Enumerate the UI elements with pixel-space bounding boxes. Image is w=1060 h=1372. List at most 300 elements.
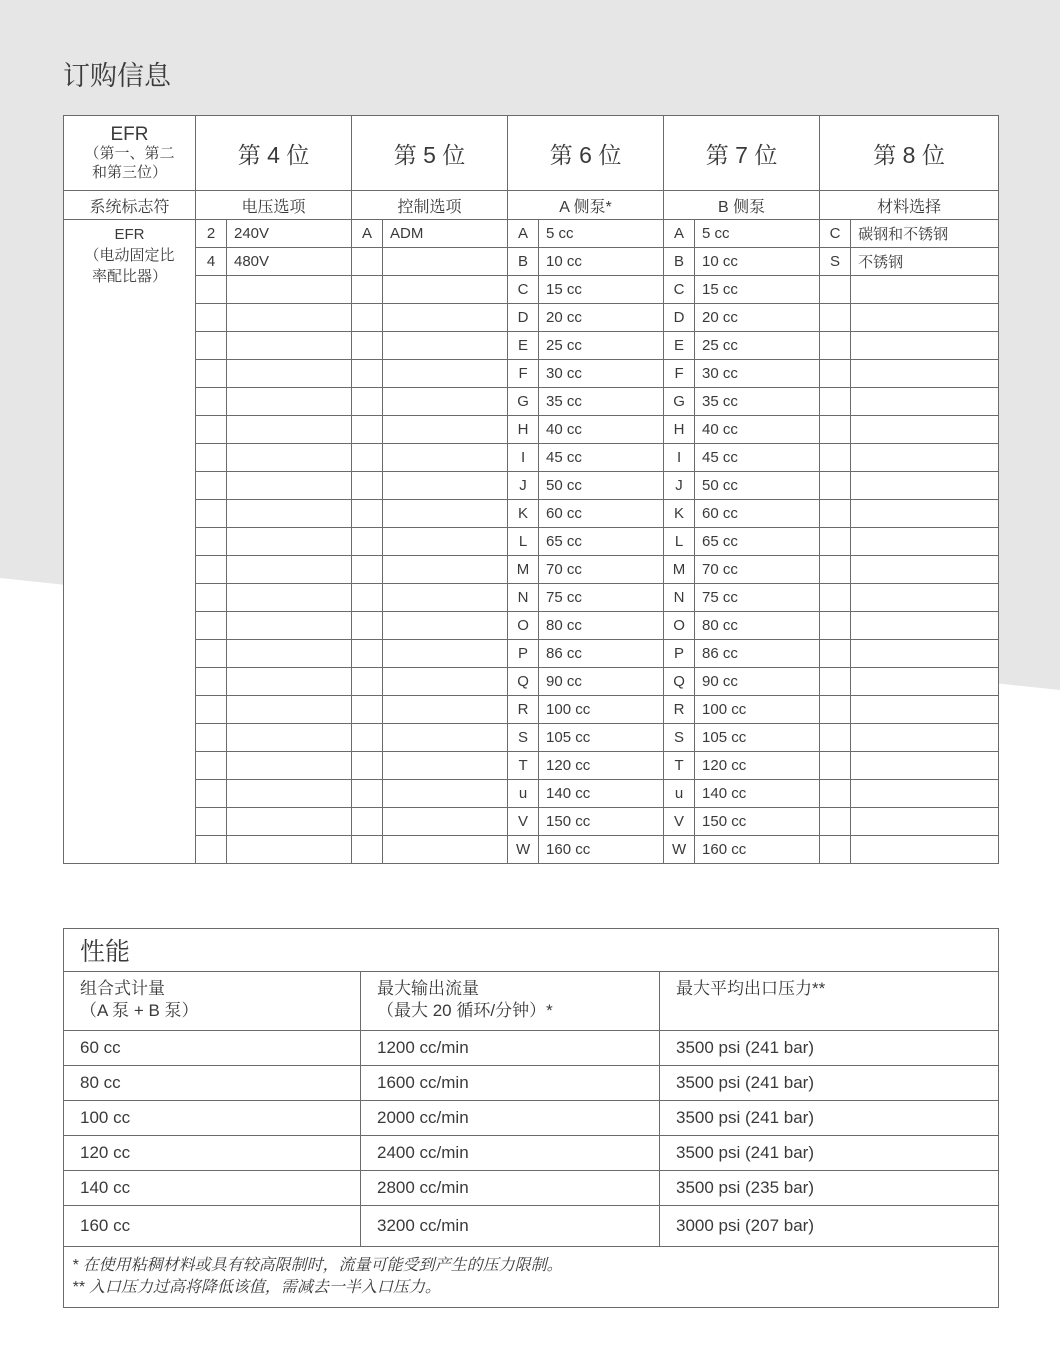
footnotes bbox=[64, 1247, 999, 1308]
position-5-header: 第 5 位 bbox=[352, 116, 508, 191]
pump-a-code: P bbox=[508, 640, 539, 668]
pump-a-code: L bbox=[508, 528, 539, 556]
order-row bbox=[64, 724, 999, 752]
material-value bbox=[851, 752, 999, 780]
material-code bbox=[820, 584, 851, 612]
voltage-code bbox=[196, 388, 227, 416]
material-value bbox=[851, 556, 999, 584]
pump-b-value: 75 cc bbox=[695, 584, 820, 612]
voltage-code: 2 bbox=[196, 220, 227, 248]
subheader-control: 控制选项 bbox=[352, 191, 508, 220]
material-code bbox=[820, 388, 851, 416]
system-identifier-cell bbox=[64, 220, 196, 864]
perf-header-combined-metering bbox=[64, 972, 361, 1031]
pump-a-code: Q bbox=[508, 668, 539, 696]
material-code bbox=[820, 696, 851, 724]
material-value bbox=[851, 836, 999, 864]
material-code bbox=[820, 640, 851, 668]
control-code bbox=[352, 528, 383, 556]
control-code bbox=[352, 780, 383, 808]
voltage-value bbox=[227, 472, 352, 500]
voltage-value bbox=[227, 724, 352, 752]
control-value bbox=[383, 808, 508, 836]
pump-b-code: F bbox=[664, 360, 695, 388]
control-value bbox=[383, 836, 508, 864]
order-row bbox=[64, 276, 999, 304]
material-value bbox=[851, 528, 999, 556]
pump-a-value: 86 cc bbox=[539, 640, 664, 668]
pump-b-code: H bbox=[664, 416, 695, 444]
perf-metering-cell: 120 cc bbox=[64, 1136, 361, 1171]
control-code bbox=[352, 304, 383, 332]
system-identifier-desc-line2: 率配比器） bbox=[91, 268, 167, 285]
pump-b-code: M bbox=[664, 556, 695, 584]
order-row bbox=[64, 836, 999, 864]
control-code bbox=[352, 724, 383, 752]
pump-a-code: D bbox=[508, 304, 539, 332]
control-value bbox=[383, 640, 508, 668]
order-row bbox=[64, 472, 999, 500]
pump-a-code: B bbox=[508, 248, 539, 276]
system-note-line1: （第一、第二 bbox=[84, 144, 175, 162]
order-row bbox=[64, 444, 999, 472]
pump-b-code: C bbox=[664, 276, 695, 304]
pump-a-code: S bbox=[508, 724, 539, 752]
order-row bbox=[64, 556, 999, 584]
pump-b-value: 70 cc bbox=[695, 556, 820, 584]
pump-a-value: 75 cc bbox=[539, 584, 664, 612]
pump-a-code: W bbox=[508, 836, 539, 864]
pump-b-value: 60 cc bbox=[695, 500, 820, 528]
position-6-header: 第 6 位 bbox=[508, 116, 664, 191]
pump-a-code: T bbox=[508, 752, 539, 780]
voltage-code bbox=[196, 780, 227, 808]
performance-row bbox=[64, 1101, 999, 1136]
pump-a-value: 150 cc bbox=[539, 808, 664, 836]
pump-a-value: 120 cc bbox=[539, 752, 664, 780]
pump-b-code: E bbox=[664, 332, 695, 360]
voltage-code bbox=[196, 360, 227, 388]
perf-pressure-cell: 3500 psi (241 bar) bbox=[660, 1101, 999, 1136]
pump-a-value: 40 cc bbox=[539, 416, 664, 444]
control-value bbox=[383, 248, 508, 276]
perf-header-max-pressure bbox=[660, 972, 999, 1031]
pump-a-value: 105 cc bbox=[539, 724, 664, 752]
order-row bbox=[64, 332, 999, 360]
perf-pressure-cell: 3500 psi (241 bar) bbox=[660, 1136, 999, 1171]
order-row bbox=[64, 668, 999, 696]
material-code bbox=[820, 472, 851, 500]
control-code bbox=[352, 416, 383, 444]
material-value bbox=[851, 276, 999, 304]
pump-b-code: V bbox=[664, 808, 695, 836]
pump-a-value: 10 cc bbox=[539, 248, 664, 276]
pump-a-value: 60 cc bbox=[539, 500, 664, 528]
performance-row bbox=[64, 1031, 999, 1066]
pump-a-value: 140 cc bbox=[539, 780, 664, 808]
voltage-code bbox=[196, 332, 227, 360]
order-row bbox=[64, 780, 999, 808]
control-value bbox=[383, 752, 508, 780]
pump-b-code: G bbox=[664, 388, 695, 416]
pump-a-value: 90 cc bbox=[539, 668, 664, 696]
material-value bbox=[851, 472, 999, 500]
page-title: 订购信息 bbox=[63, 61, 171, 91]
material-value bbox=[851, 444, 999, 472]
pump-b-value: 105 cc bbox=[695, 724, 820, 752]
control-value bbox=[383, 556, 508, 584]
voltage-code: 4 bbox=[196, 248, 227, 276]
voltage-value: 480V bbox=[227, 248, 352, 276]
control-value bbox=[383, 724, 508, 752]
order-row bbox=[64, 220, 999, 248]
pump-b-value: 150 cc bbox=[695, 808, 820, 836]
voltage-code bbox=[196, 444, 227, 472]
pump-b-code: u bbox=[664, 780, 695, 808]
voltage-value bbox=[227, 556, 352, 584]
subheader-material: 材料选择 bbox=[820, 191, 999, 220]
performance-row bbox=[64, 1136, 999, 1171]
voltage-value bbox=[227, 500, 352, 528]
pump-a-value: 80 cc bbox=[539, 612, 664, 640]
control-code bbox=[352, 584, 383, 612]
pump-a-code: N bbox=[508, 584, 539, 612]
material-code bbox=[820, 416, 851, 444]
order-row bbox=[64, 528, 999, 556]
voltage-code bbox=[196, 416, 227, 444]
material-code bbox=[820, 360, 851, 388]
material-code bbox=[820, 528, 851, 556]
control-value bbox=[383, 276, 508, 304]
material-code bbox=[820, 780, 851, 808]
voltage-code bbox=[196, 752, 227, 780]
perf-flow-cell: 2800 cc/min bbox=[361, 1171, 660, 1206]
material-code bbox=[820, 304, 851, 332]
perf-metering-cell: 140 cc bbox=[64, 1171, 361, 1206]
pump-a-code: R bbox=[508, 696, 539, 724]
pump-a-code: K bbox=[508, 500, 539, 528]
order-row bbox=[64, 248, 999, 276]
pump-b-code: N bbox=[664, 584, 695, 612]
voltage-value: 240V bbox=[227, 220, 352, 248]
voltage-code bbox=[196, 640, 227, 668]
material-value bbox=[851, 808, 999, 836]
voltage-value bbox=[227, 752, 352, 780]
perf-flow-cell: 1200 cc/min bbox=[361, 1031, 660, 1066]
voltage-code bbox=[196, 528, 227, 556]
voltage-value bbox=[227, 528, 352, 556]
material-code bbox=[820, 500, 851, 528]
material-value bbox=[851, 360, 999, 388]
voltage-value bbox=[227, 276, 352, 304]
control-code bbox=[352, 332, 383, 360]
pump-b-code: L bbox=[664, 528, 695, 556]
control-value bbox=[383, 332, 508, 360]
order-row bbox=[64, 696, 999, 724]
control-code bbox=[352, 640, 383, 668]
control-code bbox=[352, 276, 383, 304]
footnote: ** 入口压力过高将降低该值，需减去一半入口压力。 bbox=[72, 1279, 441, 1296]
material-value bbox=[851, 724, 999, 752]
pump-a-code: H bbox=[508, 416, 539, 444]
perf-flow-cell: 2000 cc/min bbox=[361, 1101, 660, 1136]
control-value bbox=[383, 388, 508, 416]
control-code bbox=[352, 248, 383, 276]
subheader-pump-a: A 侧泵* bbox=[508, 191, 664, 220]
control-value: ADM bbox=[383, 220, 508, 248]
order-row bbox=[64, 360, 999, 388]
pump-a-value: 25 cc bbox=[539, 332, 664, 360]
pump-b-value: 80 cc bbox=[695, 612, 820, 640]
system-code: EFR bbox=[110, 123, 149, 145]
control-code bbox=[352, 752, 383, 780]
pump-a-value: 35 cc bbox=[539, 388, 664, 416]
control-value bbox=[383, 500, 508, 528]
pump-b-value: 30 cc bbox=[695, 360, 820, 388]
control-value bbox=[383, 612, 508, 640]
pump-b-code: O bbox=[664, 612, 695, 640]
voltage-code bbox=[196, 472, 227, 500]
voltage-code bbox=[196, 808, 227, 836]
perf-metering-cell: 80 cc bbox=[64, 1066, 361, 1101]
material-value: 不锈钢 bbox=[851, 248, 999, 276]
pump-b-value: 50 cc bbox=[695, 472, 820, 500]
voltage-value bbox=[227, 696, 352, 724]
perf-metering-cell: 160 cc bbox=[64, 1206, 361, 1247]
pump-b-code: P bbox=[664, 640, 695, 668]
voltage-code bbox=[196, 556, 227, 584]
material-code bbox=[820, 556, 851, 584]
order-row bbox=[64, 388, 999, 416]
pump-a-code: E bbox=[508, 332, 539, 360]
pump-b-code: K bbox=[664, 500, 695, 528]
perf-header-line1: 最大平均出口压力** bbox=[676, 979, 826, 998]
voltage-value bbox=[227, 444, 352, 472]
pump-a-code: O bbox=[508, 612, 539, 640]
material-value bbox=[851, 584, 999, 612]
system-header-cell bbox=[64, 116, 196, 191]
voltage-value bbox=[227, 388, 352, 416]
pump-b-value: 40 cc bbox=[695, 416, 820, 444]
pump-b-value: 65 cc bbox=[695, 528, 820, 556]
pump-b-value: 10 cc bbox=[695, 248, 820, 276]
control-value bbox=[383, 584, 508, 612]
pump-a-code: F bbox=[508, 360, 539, 388]
perf-pressure-cell: 3000 psi (207 bar) bbox=[660, 1206, 999, 1247]
voltage-code bbox=[196, 724, 227, 752]
voltage-value bbox=[227, 780, 352, 808]
material-value bbox=[851, 332, 999, 360]
voltage-code bbox=[196, 696, 227, 724]
pump-b-value: 35 cc bbox=[695, 388, 820, 416]
voltage-code bbox=[196, 584, 227, 612]
material-value bbox=[851, 416, 999, 444]
material-value: 碳钢和不锈钢 bbox=[851, 220, 999, 248]
perf-header-line2: （A 泵 + B 泵） bbox=[80, 1001, 199, 1020]
material-value bbox=[851, 388, 999, 416]
control-code bbox=[352, 472, 383, 500]
pump-a-code: C bbox=[508, 276, 539, 304]
pump-b-code: J bbox=[664, 472, 695, 500]
order-row bbox=[64, 808, 999, 836]
system-identifier-desc-line1: （电动固定比 bbox=[84, 247, 175, 264]
pump-a-value: 160 cc bbox=[539, 836, 664, 864]
material-value bbox=[851, 696, 999, 724]
pump-b-value: 25 cc bbox=[695, 332, 820, 360]
control-code bbox=[352, 696, 383, 724]
pump-b-value: 140 cc bbox=[695, 780, 820, 808]
material-code: S bbox=[820, 248, 851, 276]
material-code bbox=[820, 276, 851, 304]
material-value bbox=[851, 640, 999, 668]
perf-flow-cell: 3200 cc/min bbox=[361, 1206, 660, 1247]
material-value bbox=[851, 780, 999, 808]
material-code bbox=[820, 444, 851, 472]
control-value bbox=[383, 528, 508, 556]
pump-b-code: R bbox=[664, 696, 695, 724]
pump-b-value: 90 cc bbox=[695, 668, 820, 696]
control-code bbox=[352, 556, 383, 584]
pump-b-code: Q bbox=[664, 668, 695, 696]
perf-pressure-cell: 3500 psi (241 bar) bbox=[660, 1031, 999, 1066]
pump-b-code: T bbox=[664, 752, 695, 780]
material-value bbox=[851, 500, 999, 528]
control-code bbox=[352, 444, 383, 472]
pump-a-value: 45 cc bbox=[539, 444, 664, 472]
perf-header-line1: 组合式计量 bbox=[80, 979, 165, 998]
pump-a-code: M bbox=[508, 556, 539, 584]
control-value bbox=[383, 360, 508, 388]
perf-pressure-cell: 3500 psi (241 bar) bbox=[660, 1066, 999, 1101]
performance-row bbox=[64, 1206, 999, 1247]
pump-b-code: I bbox=[664, 444, 695, 472]
voltage-code bbox=[196, 500, 227, 528]
order-row bbox=[64, 500, 999, 528]
control-code: A bbox=[352, 220, 383, 248]
perf-header-max-flow bbox=[361, 972, 660, 1031]
voltage-value bbox=[227, 668, 352, 696]
material-code bbox=[820, 752, 851, 780]
material-code bbox=[820, 332, 851, 360]
pump-b-code: S bbox=[664, 724, 695, 752]
pump-a-value: 5 cc bbox=[539, 220, 664, 248]
pump-a-value: 65 cc bbox=[539, 528, 664, 556]
material-code bbox=[820, 724, 851, 752]
performance-row bbox=[64, 1171, 999, 1206]
pump-a-code: J bbox=[508, 472, 539, 500]
pump-b-value: 5 cc bbox=[695, 220, 820, 248]
perf-flow-cell: 1600 cc/min bbox=[361, 1066, 660, 1101]
subheader-pump-b: B 侧泵 bbox=[664, 191, 820, 220]
pump-a-code: I bbox=[508, 444, 539, 472]
ordering-table bbox=[63, 115, 999, 864]
voltage-value bbox=[227, 360, 352, 388]
voltage-value bbox=[227, 612, 352, 640]
system-note-line2: 和第三位） bbox=[91, 163, 167, 181]
control-code bbox=[352, 836, 383, 864]
pump-a-value: 70 cc bbox=[539, 556, 664, 584]
control-value bbox=[383, 472, 508, 500]
position-4-header: 第 4 位 bbox=[196, 116, 352, 191]
order-row bbox=[64, 584, 999, 612]
order-row bbox=[64, 304, 999, 332]
control-code bbox=[352, 612, 383, 640]
pump-b-value: 120 cc bbox=[695, 752, 820, 780]
material-value bbox=[851, 668, 999, 696]
material-value bbox=[851, 612, 999, 640]
control-code bbox=[352, 388, 383, 416]
control-code bbox=[352, 668, 383, 696]
order-row bbox=[64, 640, 999, 668]
order-row bbox=[64, 416, 999, 444]
control-value bbox=[383, 416, 508, 444]
voltage-code bbox=[196, 668, 227, 696]
voltage-code bbox=[196, 304, 227, 332]
voltage-value bbox=[227, 640, 352, 668]
pump-b-value: 100 cc bbox=[695, 696, 820, 724]
voltage-value bbox=[227, 332, 352, 360]
pump-b-value: 45 cc bbox=[695, 444, 820, 472]
perf-pressure-cell: 3500 psi (235 bar) bbox=[660, 1171, 999, 1206]
position-7-header: 第 7 位 bbox=[664, 116, 820, 191]
pump-a-value: 15 cc bbox=[539, 276, 664, 304]
pump-b-value: 15 cc bbox=[695, 276, 820, 304]
control-code bbox=[352, 808, 383, 836]
pump-a-value: 50 cc bbox=[539, 472, 664, 500]
order-row bbox=[64, 612, 999, 640]
pump-b-code: A bbox=[664, 220, 695, 248]
perf-flow-cell: 2400 cc/min bbox=[361, 1136, 660, 1171]
performance-title: 性能 bbox=[64, 929, 999, 972]
material-code: C bbox=[820, 220, 851, 248]
material-code bbox=[820, 612, 851, 640]
pump-b-code: W bbox=[664, 836, 695, 864]
voltage-value bbox=[227, 836, 352, 864]
footnote: * 在使用粘稠材料或具有较高限制时，流量可能受到产生的压力限制。 bbox=[72, 1257, 563, 1274]
material-code bbox=[820, 668, 851, 696]
voltage-value bbox=[227, 416, 352, 444]
material-value bbox=[851, 304, 999, 332]
voltage-code bbox=[196, 276, 227, 304]
pump-a-code: G bbox=[508, 388, 539, 416]
pump-a-value: 100 cc bbox=[539, 696, 664, 724]
pump-a-value: 20 cc bbox=[539, 304, 664, 332]
control-value bbox=[383, 444, 508, 472]
perf-header-line2: （最大 20 循环/分钟）* bbox=[377, 1001, 553, 1020]
control-value bbox=[383, 304, 508, 332]
control-code bbox=[352, 500, 383, 528]
voltage-code bbox=[196, 612, 227, 640]
voltage-value bbox=[227, 304, 352, 332]
material-code bbox=[820, 808, 851, 836]
pump-a-code: V bbox=[508, 808, 539, 836]
pump-b-code: D bbox=[664, 304, 695, 332]
pump-b-value: 20 cc bbox=[695, 304, 820, 332]
pump-a-code: A bbox=[508, 220, 539, 248]
pump-b-code: B bbox=[664, 248, 695, 276]
voltage-value bbox=[227, 808, 352, 836]
voltage-code bbox=[196, 836, 227, 864]
control-value bbox=[383, 780, 508, 808]
control-value bbox=[383, 668, 508, 696]
perf-header-line1: 最大输出流量 bbox=[377, 979, 479, 998]
pump-a-code: u bbox=[508, 780, 539, 808]
material-code bbox=[820, 836, 851, 864]
pump-a-value: 30 cc bbox=[539, 360, 664, 388]
order-row bbox=[64, 752, 999, 780]
subheader-voltage: 电压选项 bbox=[196, 191, 352, 220]
perf-metering-cell: 60 cc bbox=[64, 1031, 361, 1066]
